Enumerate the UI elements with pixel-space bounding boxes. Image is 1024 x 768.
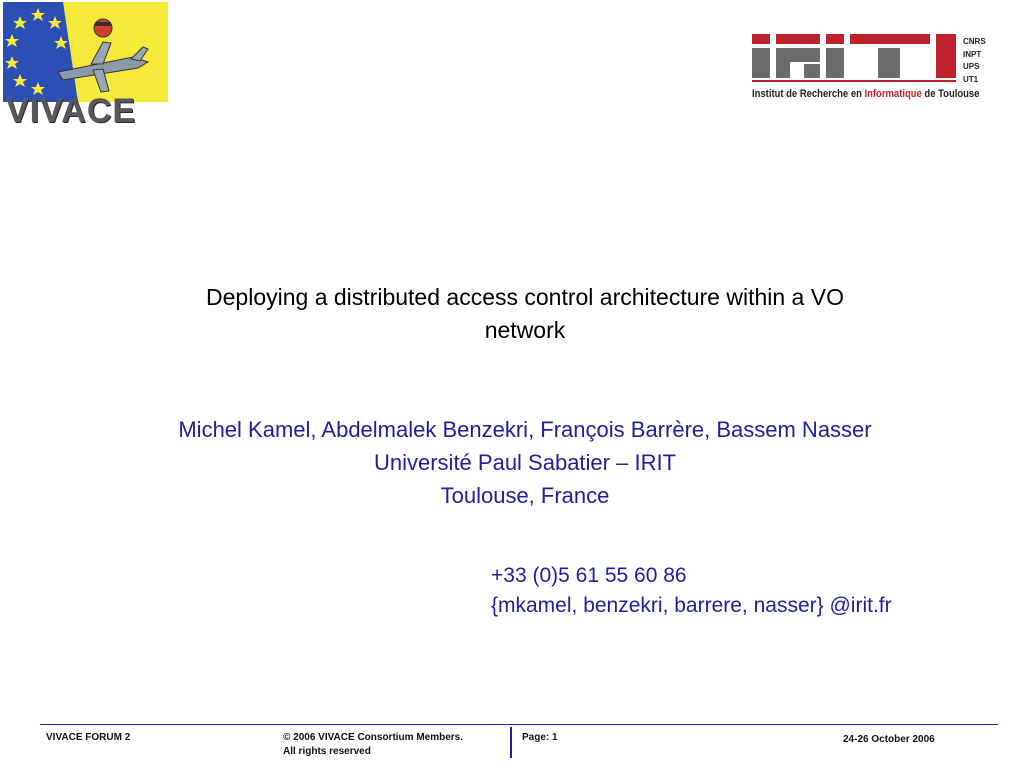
irit-tagline-prefix: Institut de Recherche en (752, 88, 865, 100)
footer-copyright-line-2: All rights reserved (283, 746, 371, 757)
author-block (80, 413, 970, 512)
irit-tagline-highlight: Informatique (864, 88, 922, 100)
affiliation-inpt: INPT (963, 49, 982, 59)
footer-date: 24-26 October 2006 (843, 734, 935, 745)
affiliation-cnrs: CNRS (963, 37, 986, 46)
irit-tagline (752, 88, 979, 100)
footer-separator (510, 727, 512, 758)
footer-event: VIVACE FORUM 2 (46, 732, 131, 743)
irit-tagline-suffix: de Toulouse (921, 88, 980, 100)
irit-logo (752, 34, 987, 106)
footer-page-number: Page: 1 (522, 732, 558, 743)
footer-copyright (283, 731, 463, 759)
slide-title (100, 281, 950, 347)
affiliation-ups: UPS (963, 62, 980, 71)
slide-title-line-1: Deploying a distributed access control architecture within a VO (206, 284, 844, 310)
author-location: Toulouse, France (440, 483, 610, 508)
footer-copyright-line-1: © 2006 VIVACE Consortium Members. (283, 732, 464, 743)
irit-affiliations (963, 36, 986, 86)
author-names: Michel Kamel, Abdelmalek Benzekri, François Barrère, Bassem Nasser (178, 417, 872, 442)
vivace-wordmark: VIVACE (6, 92, 137, 130)
contact-email: {mkamel, benzekri, barrere, nasser} @irit.fr (491, 594, 892, 617)
footer-rule (40, 724, 998, 725)
contact-phone: +33 (0)5 61 55 60 86 (491, 564, 687, 587)
vivace-logo (0, 0, 175, 128)
slide-title-line-2: network (484, 317, 566, 343)
irit-wordmark-icon (752, 34, 962, 82)
contact-block (491, 561, 892, 621)
eu-flag-airplane-icon (3, 2, 168, 102)
affiliation-ut1: UT1 (963, 74, 979, 84)
author-affiliation: Université Paul Sabatier – IRIT (373, 450, 677, 475)
